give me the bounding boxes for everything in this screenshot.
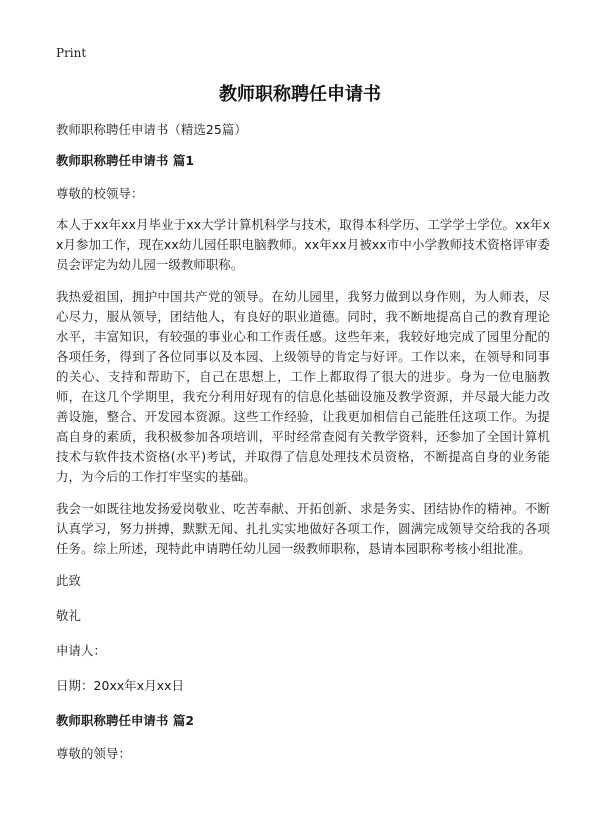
document-title: 教师职称聘任申请书 bbox=[219, 84, 381, 105]
section-1-paragraph: 我热爱祖国，拥护中国共产党的领导。在幼儿园里，我努力做到以身作则，为人师表，尽心尽力，服从领导，团结他人，有良好的职业道德。同时，我不断地提高自己的教育理论水平，丰富知识，有较强的事业心和工作责任感。这些年来，我较好地完成了园里分配的各项任务，得到了各位同事以及本园、上级领导的肯定与好评。工作以来，在领导和同事的关心、支持和帮助下，自己在思想上，工作上都取得了很大的进步。身为一位电脑教师，在这几个学期里，我充分利用好现有的信息化基础设施及教学资源，并尽最大能力改善设施，整合、开发园本资源。这些工作经验，让我更加相信自己能胜任这项工作。为提高自身的素质，我积极参加各项培训，平时经常查阅有关教学资料，还参加了全国计算机技术与软件技术资格(水平)考试，并取得了信息处理技术员资格，不断提高自身的业务能力，为今后的工作打牢坚实的基础。 bbox=[56, 289, 550, 484]
date-line: 日期：20xx年x月xx日 bbox=[56, 678, 185, 693]
section-1-greeting: 尊敬的校领导： bbox=[56, 186, 144, 201]
section-1-paragraph: 本人于xx年xx月毕业于xx大学计算机科学与技术，取得本科学历、工学学士学位。xx年xx月参加工作，现在xx幼儿园任职电脑教师。xx年xx月被xx市中小学教师技术资格评审委员会评定为幼儿园一级教师职称。 bbox=[56, 217, 550, 272]
document-subtitle: 教师职称聘任申请书（精选25篇） bbox=[56, 122, 247, 137]
section-heading-1: 教师职称聘任申请书 篇1 bbox=[56, 153, 195, 168]
section-1-paragraph: 我会一如既往地发扬爱岗敬业、吃苦奉献、开拓创新、求是务实、团结协作的精神。不断认真学习，努力拼搏，默默无闻、扎扎实实地做好各项工作，圆满完成领导交给我的各项任务。综上所述，现特此申请聘任幼儿园一级教师职称，恳请本园职称考核小组批准。 bbox=[56, 501, 550, 556]
section-2-greeting: 尊敬的领导： bbox=[56, 746, 131, 761]
closing-line-2: 敬礼 bbox=[56, 608, 81, 623]
document-body bbox=[56, 120, 550, 775]
print-label: Print bbox=[56, 46, 87, 60]
section-heading-2: 教师职称聘任申请书 篇2 bbox=[56, 713, 195, 728]
closing-line-1: 此致 bbox=[56, 573, 81, 588]
applicant-line: 申请人： bbox=[56, 643, 106, 658]
